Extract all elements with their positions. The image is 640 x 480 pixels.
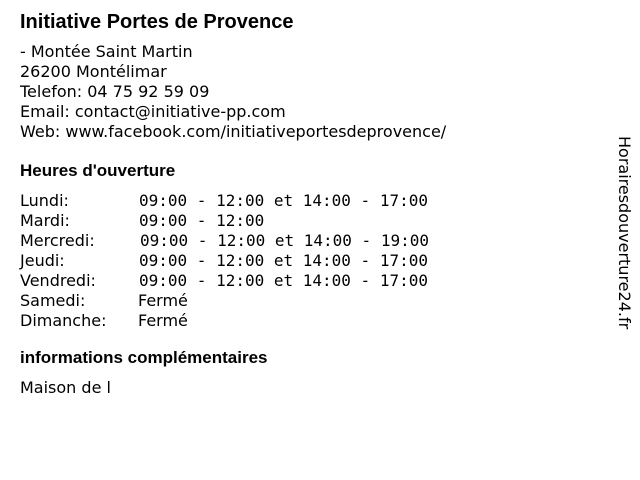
site-watermark: Horairesdouverture24.fr [615, 136, 634, 330]
hours-day-label: Mercredi: [20, 231, 95, 250]
hours-day-label: Jeudi: [20, 251, 65, 270]
hours-row-friday [20, 271, 600, 291]
hours-day-label: Vendredi: [20, 271, 96, 290]
hours-day-label: Samedi: [20, 291, 86, 310]
hours-row-tuesday [20, 211, 600, 231]
hours-row-monday [20, 191, 600, 211]
hours-time-value: 09:00 - 12:00 et 14:00 - 17:00 [139, 271, 428, 290]
hours-day-label: Dimanche: [20, 311, 107, 330]
hours-row-thursday [20, 251, 600, 271]
hours-time-value: 09:00 - 12:00 et 14:00 - 17:00 [139, 191, 428, 210]
address-street: - Montée Saint Martin [20, 42, 193, 61]
hours-day-label: Lundi: [20, 191, 69, 210]
hours-day-label: Mardi: [20, 211, 70, 230]
address-city: 26200 Montélimar [20, 62, 167, 81]
web-line: Web: www.facebook.com/initiativeportesdeprovence/ [20, 122, 447, 141]
hours-row-wednesday [20, 231, 600, 251]
business-card [20, 10, 600, 398]
business-name: Initiative Portes de Provence [20, 11, 294, 33]
email-line: Email: contact@initiative-pp.com [20, 102, 286, 121]
opening-hours-table [20, 191, 600, 331]
hours-row-saturday [20, 291, 600, 311]
hours-row-sunday [20, 311, 600, 331]
hours-time-value: 09:00 - 12:00 et 14:00 - 17:00 [139, 251, 428, 270]
additional-info-text: Maison de l [20, 378, 111, 397]
phone-line: Telefon: 04 75 92 59 09 [20, 82, 210, 101]
hours-time-value: Fermé [138, 291, 188, 310]
hours-time-value: Fermé [138, 311, 188, 330]
hours-time-value: 09:00 - 12:00 et 14:00 - 19:00 [140, 231, 429, 250]
hours-time-value: 09:00 - 12:00 [139, 211, 265, 230]
opening-hours-heading: Heures d'ouverture [20, 161, 176, 180]
additional-info-heading: informations complémentaires [20, 348, 268, 367]
